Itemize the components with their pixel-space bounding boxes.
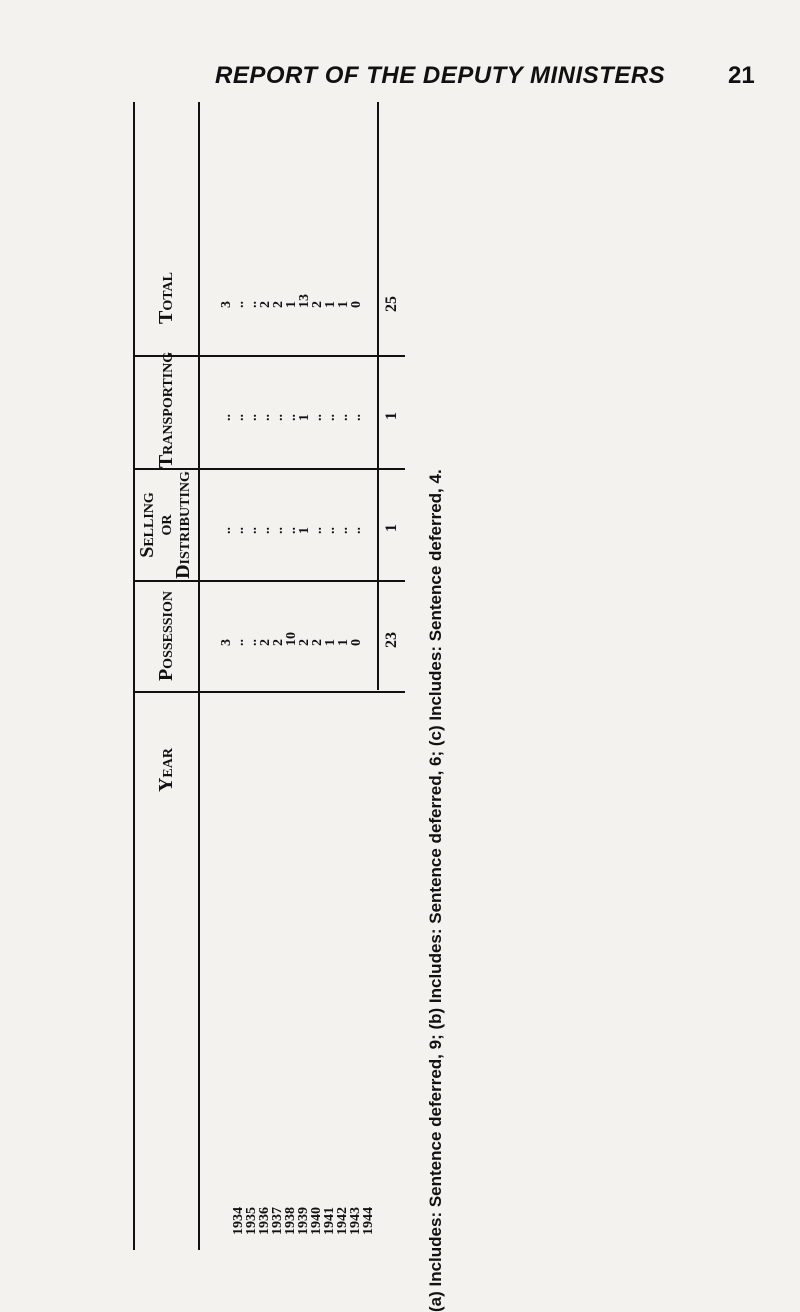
transporting-cell: .. [232, 414, 247, 421]
year-cell: 1937 [270, 1207, 285, 1235]
selling-cell: .. [310, 527, 325, 534]
table-total-rule [377, 102, 379, 690]
possession-cell: 2 [297, 639, 312, 646]
total-cell: 3 [219, 301, 234, 308]
table-header-rule [198, 102, 200, 1250]
selling-cell: .. [232, 527, 247, 534]
column-header-year: Year [155, 748, 177, 793]
transporting-cell: .. [323, 414, 338, 421]
selling-cell: .. [323, 527, 338, 534]
total-possession: 23 [383, 632, 400, 648]
possession-cell: 1 [336, 639, 351, 646]
year-cell: 1939 [296, 1207, 311, 1235]
selling-cell: .. [284, 527, 299, 534]
transporting-cell: .. [349, 414, 364, 421]
transporting-cell: .. [271, 414, 286, 421]
column-header-selling: Selling or Distributing [136, 471, 194, 579]
selling-cell: .. [349, 527, 364, 534]
possession-cell: 2 [271, 639, 286, 646]
table-left-border [133, 102, 135, 1250]
page-header [0, 62, 800, 98]
year-cell: 1938 [283, 1207, 298, 1235]
total-cell: 2 [258, 301, 273, 308]
page-number: 21 [728, 62, 755, 89]
selling-cell: .. [219, 527, 234, 534]
possession-cell: .. [232, 639, 247, 646]
total-cell: 2 [271, 301, 286, 308]
possession-cell: 2 [310, 639, 325, 646]
transporting-cell: .. [245, 414, 260, 421]
possession-cell: 10 [284, 632, 299, 646]
possession-cell: 0 [349, 639, 364, 646]
total-total: 25 [383, 296, 400, 312]
year-cell: 1942 [335, 1207, 350, 1235]
page-title: REPORT OF THE DEPUTY MINISTERS [215, 62, 666, 89]
selling-cell: .. [258, 527, 273, 534]
possession-cell: 2 [258, 639, 273, 646]
selling-cell: .. [271, 527, 286, 534]
selling-cell: .. [336, 527, 351, 534]
possession-cell: 3 [219, 639, 234, 646]
total-cell: 2 [310, 301, 325, 308]
possession-cell: 1 [323, 639, 338, 646]
column-header-possession: Possession [155, 590, 177, 682]
total-cell: 1 [336, 301, 351, 308]
year-cell: 1941 [322, 1207, 337, 1235]
total-cell: .. [245, 301, 260, 308]
year-cell: 1943 [348, 1207, 363, 1235]
total-transporting: 1 [383, 412, 400, 420]
total-cell: .. [232, 301, 247, 308]
selling-cell: 1 [297, 527, 312, 534]
transporting-cell: .. [336, 414, 351, 421]
column-header-total: Total [155, 272, 177, 324]
total-cell: 0 [349, 301, 364, 308]
transporting-cell: .. [258, 414, 273, 421]
possession-cell: .. [245, 639, 260, 646]
year-cell: 1944 [361, 1207, 376, 1235]
year-cell: 1940 [309, 1207, 324, 1235]
year-cell: 1935 [244, 1207, 259, 1235]
total-selling: 1 [383, 524, 400, 532]
total-cell: 1 [284, 301, 299, 308]
selling-cell: .. [245, 527, 260, 534]
total-cell: 1 [323, 301, 338, 308]
column-header-transporting: Transporting [155, 351, 177, 469]
transporting-cell: .. [310, 414, 325, 421]
total-cell: 13 [297, 294, 312, 308]
transporting-cell: .. [219, 414, 234, 421]
year-cell: 1936 [257, 1207, 272, 1235]
footnote: (a) Includes: Sentence deferred, 9; (b) Includes: Sentence deferred, 6; (c) Includes: Sentence deferred, 4. [426, 469, 445, 1312]
transporting-cell: .. [284, 414, 299, 421]
transporting-cell: 1 [297, 414, 312, 421]
year-cell: 1934 [231, 1207, 246, 1235]
